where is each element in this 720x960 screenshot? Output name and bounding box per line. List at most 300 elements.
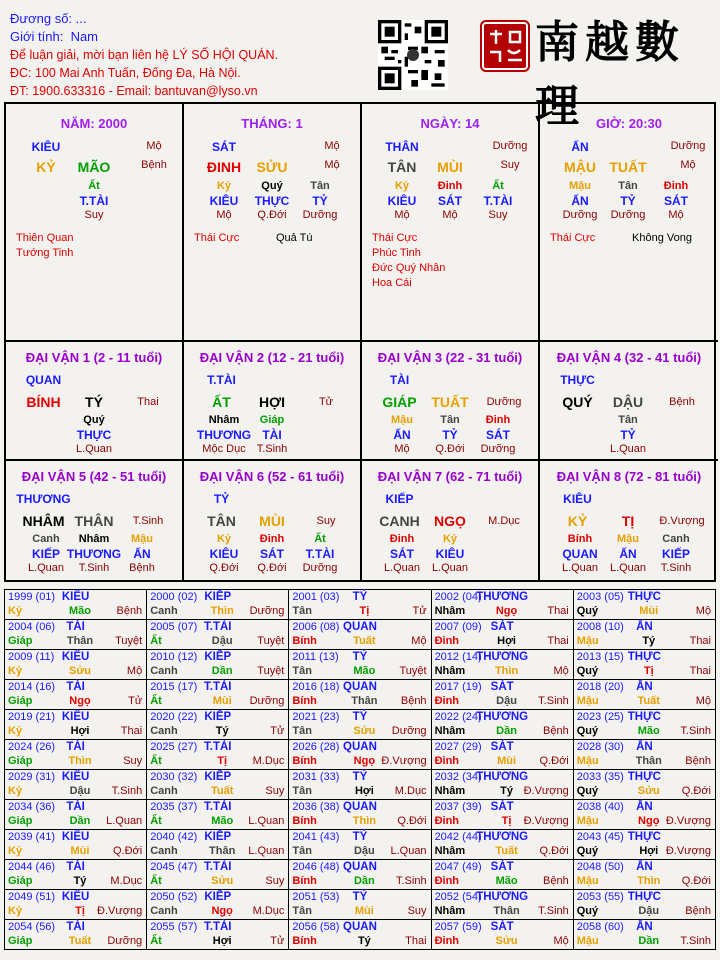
hidden-stage: L.Quan — [431, 562, 469, 574]
year-label: 2042 (44) — [434, 831, 482, 843]
dai-van-title: ĐẠI VẬN 8 (72 - 81 tuổi) — [556, 469, 702, 484]
year-cell — [573, 860, 715, 890]
year-branch: Mão — [69, 605, 91, 617]
year-cell-content — [147, 770, 288, 799]
year-branch: Dần — [638, 935, 660, 947]
year-stage: Suy — [265, 785, 285, 797]
hidden-stem: Bính — [567, 533, 593, 545]
dai-van-god: THỰC — [560, 373, 595, 387]
year-cell — [5, 830, 147, 860]
hidden-stage: Suy — [488, 209, 508, 221]
pillar-god: SÁT — [212, 140, 236, 154]
year-branch: Dần — [211, 665, 233, 677]
year-cell-content — [5, 680, 146, 709]
year-cell-content — [5, 650, 146, 679]
year-god: QUAN — [343, 741, 377, 753]
star-item: Thái Cực — [194, 232, 240, 244]
year-row — [5, 620, 716, 650]
year-label: 2031 (33) — [292, 771, 340, 783]
pillar-3 — [540, 104, 718, 342]
pillar-stem: ĐINH — [206, 159, 242, 175]
year-stage: Suy — [407, 905, 427, 917]
hidden-god: TỶ — [620, 194, 636, 208]
pillar-stars — [372, 231, 445, 291]
hidden-stem: Nhâm — [208, 414, 240, 426]
year-label: 2033 (35) — [576, 771, 624, 783]
year-branch: Thân — [209, 845, 236, 857]
year-stage: Tử — [412, 605, 427, 617]
year-stem: Giáp — [8, 815, 33, 827]
year-stage: T.Sinh — [680, 725, 711, 737]
pillar-god: KIÊU — [31, 140, 61, 154]
year-cell-content — [147, 680, 288, 709]
year-god: T.TÀI — [204, 801, 232, 813]
dai-van-stem: KỶ — [567, 513, 588, 529]
year-label: 2044 (46) — [8, 861, 56, 873]
hidden-stem: Ất — [88, 180, 100, 192]
pillar-star-extra: Quả Tú — [276, 232, 313, 244]
dai-van-branch: TUẤT — [431, 394, 469, 410]
year-branch: Ngọ — [638, 815, 660, 827]
year-stage: Thai — [120, 725, 143, 737]
year-stage: Tuyệt — [115, 635, 143, 647]
year-label: 2015 (17) — [150, 681, 198, 693]
year-label: 2029 (31) — [8, 771, 56, 783]
year-god: TÀI — [66, 681, 85, 693]
hidden-god: KIÊU — [209, 194, 239, 208]
year-label: 2009 (11) — [8, 651, 55, 663]
year-cell — [289, 800, 431, 830]
year-label: 2019 (21) — [8, 711, 56, 723]
hidden-stem: Đinh — [259, 533, 285, 545]
year-cell — [573, 800, 715, 830]
year-god: T.TÀI — [204, 861, 232, 873]
year-branch: Tý — [357, 935, 371, 947]
year-cell — [431, 710, 573, 740]
year-label: 2010 (12) — [150, 651, 198, 663]
year-cell-content — [289, 890, 430, 919]
gender-label: Giới tính: — [10, 29, 64, 44]
year-god: SÁT — [490, 681, 514, 693]
year-stem: Đinh — [434, 935, 460, 947]
hidden-god: TỶ — [620, 428, 636, 442]
pillar-god-stage: Mộ — [324, 140, 340, 152]
year-cell-content — [432, 740, 573, 769]
hidden-stem: Giáp — [259, 414, 285, 426]
year-branch: Hợi — [70, 725, 90, 737]
year-cell-content — [574, 590, 715, 619]
year-label: 2040 (42) — [150, 831, 198, 843]
year-label: 2023 (25) — [576, 711, 624, 723]
year-cell-content — [432, 650, 573, 679]
year-cell — [431, 650, 573, 680]
year-cell-content — [574, 800, 715, 829]
year-god: THƯƠNG — [476, 651, 529, 663]
year-branch: Mão — [495, 875, 518, 887]
year-cell-content — [432, 770, 573, 799]
year-branch: Mùi — [497, 755, 517, 767]
year-stem: Tân — [292, 605, 312, 617]
year-label: 2006 (08) — [292, 621, 340, 633]
year-cell — [5, 710, 147, 740]
year-stage: Mộ — [695, 695, 711, 707]
logo-text: 南越數理 — [535, 17, 685, 132]
year-cell-content — [574, 710, 715, 739]
year-cell-content — [5, 620, 146, 649]
year-stage: Thai — [405, 935, 427, 947]
year-cell — [431, 920, 573, 950]
dai-van-stage: Dưỡng — [486, 396, 522, 408]
hidden-stage: T.Sinh — [256, 443, 288, 455]
hidden-god: KIẾP — [661, 547, 690, 561]
year-label: 2039 (41) — [8, 831, 56, 843]
year-label: 2024 (26) — [8, 741, 56, 753]
hidden-stage: Dưỡng — [562, 209, 598, 221]
year-label: 2007 (09) — [434, 621, 482, 633]
hidden-stem: Đinh — [437, 180, 463, 192]
qr-code-icon[interactable] — [378, 20, 448, 90]
year-stage: Thai — [547, 605, 569, 617]
year-stem: Đinh — [434, 875, 460, 887]
year-branch: Thìn — [637, 875, 661, 887]
year-label: 2034 (36) — [8, 801, 56, 813]
year-stage: M.Dục — [110, 875, 143, 887]
hidden-stem: Tân — [618, 180, 638, 192]
owner-line — [10, 10, 370, 28]
year-cell — [573, 890, 715, 920]
year-stage: Đ.Vượng — [523, 815, 569, 827]
year-god: KIẾP — [204, 831, 232, 843]
year-label: 2041 (43) — [292, 831, 340, 843]
year-stem: Bính — [292, 875, 317, 887]
dai-van-title: ĐẠI VẬN 6 (52 - 61 tuổi) — [199, 469, 345, 484]
year-label: 2001 (03) — [292, 591, 340, 603]
year-stem: Nhâm — [434, 785, 466, 797]
year-branch: Dậu — [69, 785, 91, 797]
year-stem: Nhâm — [434, 905, 466, 917]
year-god: QUAN — [343, 681, 377, 693]
year-stem: Bính — [292, 755, 317, 767]
year-cell — [573, 920, 715, 950]
hidden-stage: Mộ — [394, 443, 410, 455]
dai-van-branch: HỢI — [259, 394, 285, 410]
year-branch: Thân — [66, 635, 94, 647]
year-cell-content — [432, 920, 573, 949]
year-branch: Mão — [211, 815, 234, 827]
year-branch: Tuất — [495, 845, 518, 857]
star-item: Đức Quý Nhân — [372, 262, 446, 274]
year-branch: Tị — [217, 755, 228, 767]
year-branch: Ngọ — [69, 695, 91, 707]
year-cell — [5, 860, 147, 890]
year-stage: Bệnh — [116, 605, 143, 617]
year-label: 2047 (49) — [434, 861, 482, 873]
dai-van-stem: GIÁP — [382, 394, 417, 410]
year-cell — [573, 650, 715, 680]
year-branch: Thìn — [352, 815, 376, 827]
year-label: 2051 (53) — [292, 891, 340, 903]
year-stage: Tuyệt — [257, 635, 285, 647]
year-label: 2012 (14) — [434, 651, 482, 663]
year-cell — [147, 920, 289, 950]
hidden-stage: Mộ — [668, 209, 684, 221]
hidden-god: ẤN — [133, 547, 151, 561]
year-god: TỶ — [352, 711, 368, 723]
year-cell-content — [432, 680, 573, 709]
year-branch: Mão — [353, 665, 376, 677]
dai-van-stage: Thai — [137, 396, 159, 408]
year-cell — [5, 740, 147, 770]
dai-van-god: TÀI — [389, 373, 410, 387]
year-label: 2020 (22) — [150, 711, 198, 723]
year-cell-content — [5, 920, 146, 949]
year-god: KIẾP — [204, 651, 232, 663]
dai-van-stage: M.Dục — [488, 515, 520, 527]
dai-van-god: KIÊU — [563, 492, 592, 506]
year-stem: Quý — [576, 905, 599, 917]
year-god: ẤN — [636, 921, 653, 933]
year-row — [5, 800, 716, 830]
year-label: 1999 (01) — [8, 591, 56, 603]
year-label: 2018 (20) — [576, 681, 624, 693]
hidden-stem: Nhâm — [78, 533, 110, 545]
year-cell — [431, 830, 573, 860]
year-label: 2030 (32) — [150, 771, 198, 783]
year-stage: Đ.Vượng — [665, 845, 711, 857]
year-god: TỶ — [352, 591, 368, 603]
year-cell — [289, 710, 431, 740]
year-cell — [147, 650, 289, 680]
year-branch: Tý — [215, 725, 229, 737]
year-god: QUAN — [343, 621, 377, 633]
year-god: THƯƠNG — [476, 711, 529, 723]
hidden-stage: Q.Đới — [209, 562, 239, 574]
year-cell-content — [5, 830, 146, 859]
hidden-stage: Q.Đới — [435, 443, 465, 455]
year-branch: Thân — [493, 905, 520, 917]
dai-van-2 — [184, 342, 362, 461]
hidden-god: TỶ — [442, 428, 458, 442]
year-stage: Bệnh — [543, 875, 569, 887]
year-cell-content — [147, 740, 288, 769]
pillar-branch-stage: Suy — [500, 159, 520, 171]
pillar-1 — [184, 104, 362, 342]
year-stem: Mậu — [576, 815, 599, 827]
year-cell-content — [574, 740, 715, 769]
pillar-0 — [6, 104, 184, 342]
year-branch: Sửu — [637, 785, 660, 797]
hidden-stage: Dưỡng — [610, 209, 646, 221]
hidden-god: SÁT — [390, 547, 414, 561]
dai-van-god: QUAN — [25, 373, 62, 387]
year-branch: Mùi — [354, 905, 374, 917]
dai-van-stem: TÂN — [207, 513, 236, 529]
year-stage: Đ.Vượng — [665, 815, 711, 827]
dai-van-title: ĐẠI VẬN 1 (2 - 11 tuổi) — [25, 350, 163, 365]
year-cell-content — [289, 800, 430, 829]
year-stage: M.Dục — [252, 905, 285, 917]
year-cell — [147, 830, 289, 860]
dai-van-branch: TỊ — [621, 513, 635, 529]
year-god: QUAN — [343, 861, 377, 873]
year-label: 2004 (06) — [8, 621, 56, 633]
year-stage: Suy — [123, 755, 143, 767]
year-cell — [147, 890, 289, 920]
hidden-stem: Canh — [32, 533, 60, 545]
hidden-god: QUAN — [562, 547, 598, 561]
hidden-stage: L.Quan — [609, 443, 647, 455]
year-stem: Tân — [292, 845, 312, 857]
hidden-god: KIÊU — [387, 194, 417, 208]
year-cell-content — [289, 860, 430, 889]
year-cell — [289, 650, 431, 680]
year-stage: Bệnh — [685, 905, 711, 917]
year-cell — [147, 860, 289, 890]
year-label: 2057 (59) — [434, 921, 482, 933]
year-branch: Tị — [75, 905, 85, 917]
year-god: ẤN — [636, 681, 653, 693]
year-god: TỶ — [352, 891, 368, 903]
hidden-stage: Bệnh — [129, 562, 155, 574]
year-cell-content — [289, 590, 430, 619]
hidden-stem: Ất — [314, 533, 326, 545]
year-branch: Hợi — [639, 845, 659, 857]
year-label: 2043 (45) — [576, 831, 624, 843]
pillar-branch: MÃO — [77, 159, 111, 175]
year-stage: Dưỡng — [249, 695, 285, 707]
year-branch: Dậu — [211, 635, 233, 647]
year-stage: M.Dục — [394, 785, 427, 797]
year-stage: Mộ — [411, 635, 427, 647]
year-cell — [573, 740, 715, 770]
hidden-god: TỶ — [312, 194, 328, 208]
year-label: 2050 (52) — [150, 891, 198, 903]
year-branch: Thân — [635, 755, 662, 767]
year-god: SÁT — [490, 801, 514, 813]
year-cell-content — [147, 800, 288, 829]
hidden-stem: Quý — [83, 414, 105, 426]
year-label: 2045 (47) — [150, 861, 198, 873]
year-god: KIÊU — [61, 891, 90, 903]
year-stem: Đinh — [434, 695, 460, 707]
year-stage: T.Sinh — [680, 935, 711, 947]
dai-van-stage: Bệnh — [669, 396, 695, 408]
year-cell — [431, 680, 573, 710]
year-god: KIẾP — [204, 591, 232, 603]
year-cell — [573, 620, 715, 650]
year-cell-content — [147, 620, 288, 649]
pillar-god: ẤN — [571, 140, 589, 154]
year-label: 2055 (57) — [150, 921, 198, 933]
year-cell — [5, 770, 147, 800]
dai-van-god: TỶ — [213, 492, 230, 506]
star-item: Hoa Cái — [372, 277, 412, 289]
hidden-stage: Dưỡng — [302, 209, 338, 221]
year-label: 2005 (07) — [150, 621, 198, 633]
hidden-stem: Mậu — [131, 533, 153, 545]
hidden-stem: Ất — [492, 180, 504, 192]
year-stem: Kỷ — [8, 725, 23, 737]
year-stem: Ất — [150, 875, 162, 887]
hidden-stem: Mậu — [391, 414, 413, 426]
hidden-stage: Dưỡng — [480, 443, 516, 455]
dai-van-god: T.TÀI — [207, 373, 236, 387]
dai-van-stem: QUÝ — [562, 394, 593, 410]
year-row — [5, 830, 716, 860]
year-row — [5, 650, 716, 680]
year-god: KIÊU — [61, 831, 90, 843]
pillar-branch: SỬU — [256, 159, 288, 175]
year-cell — [289, 830, 431, 860]
year-stem: Mậu — [576, 755, 599, 767]
hidden-stem: Kỷ — [216, 533, 232, 545]
dai-van-1 — [6, 342, 184, 461]
dai-van-title: ĐẠI VẬN 2 (12 - 21 tuổi) — [199, 350, 345, 365]
dai-van-branch: THÂN — [74, 513, 114, 529]
year-god: THƯƠNG — [476, 891, 529, 903]
year-label: 2013 (15) — [576, 651, 624, 663]
hidden-god: ẤN — [571, 194, 589, 208]
hidden-stage: L.Quan — [27, 562, 65, 574]
hidden-stage: Q.Đới — [257, 562, 287, 574]
year-stage: T.Sinh — [111, 785, 143, 797]
year-god: QUAN — [343, 801, 377, 813]
year-stage: Dưỡng — [249, 605, 285, 617]
year-stem: Nhâm — [434, 845, 466, 857]
dai-van-title: ĐẠI VẬN 5 (42 - 51 tuổi) — [21, 469, 167, 484]
dai-van-title: ĐẠI VẬN 7 (62 - 71 tuổi) — [377, 469, 523, 484]
hidden-stem: Tân — [310, 180, 330, 192]
hidden-god: ẤN — [393, 428, 411, 442]
year-cell-content — [5, 710, 146, 739]
hidden-stem: Kỷ — [216, 180, 232, 192]
year-cell — [289, 860, 431, 890]
year-stem: Bính — [292, 635, 317, 647]
year-stem: Quý — [576, 785, 599, 797]
year-stem: Tân — [292, 665, 312, 677]
year-cell-content — [289, 740, 430, 769]
hidden-stem: Mậu — [569, 180, 591, 192]
year-branch: Tị — [643, 665, 654, 677]
year-god: THỰC — [627, 831, 661, 843]
year-god: SÁT — [490, 741, 514, 753]
year-label: 2017 (19) — [434, 681, 482, 693]
year-stage: Bệnh — [685, 755, 711, 767]
year-label: 2027 (29) — [434, 741, 482, 753]
pillar-title: NĂM: 2000 — [60, 116, 128, 131]
pillar-star-extra: Không Vong — [632, 232, 692, 244]
hidden-god: T.TÀI — [305, 547, 335, 561]
year-stage: L.Quan — [106, 815, 143, 827]
year-god: SÁT — [490, 921, 514, 933]
pillar-branch-stage: Bệnh — [141, 159, 167, 171]
star-item: Thiên Quan — [16, 232, 74, 244]
year-cell — [147, 710, 289, 740]
hidden-stem: Tân — [440, 414, 460, 426]
year-stem: Canh — [150, 905, 178, 917]
year-stage: T.Sinh — [395, 875, 427, 887]
year-cell — [289, 770, 431, 800]
year-branch: Mùi — [212, 695, 232, 707]
year-branch: Dậu — [496, 695, 517, 707]
year-stage: Suy — [265, 875, 285, 887]
year-cell — [573, 710, 715, 740]
dai-van-branch: MÙI — [259, 513, 285, 529]
dai-van-stem: NHÂM — [22, 513, 65, 529]
pillar-god-stage: Dưỡng — [492, 140, 528, 152]
year-stem: Ất — [150, 755, 162, 767]
year-label: 2032 (34) — [434, 771, 482, 783]
